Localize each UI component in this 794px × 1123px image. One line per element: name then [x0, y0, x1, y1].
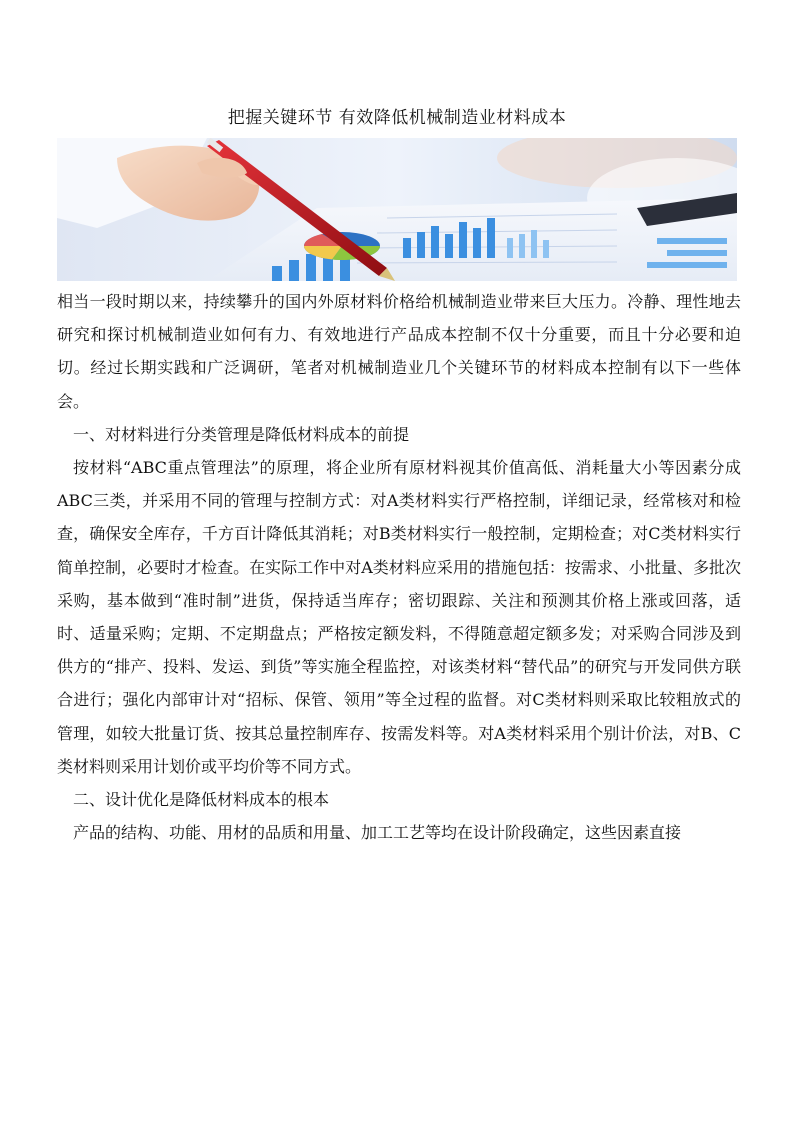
paragraph-intro: 相当一段时期以来，持续攀升的国内外原材料价格给机械制造业带来巨大压力。冷静、理性地去研究和探讨机械制造业如何有力、有效地进行产品成本控制不仅十分重要，而且十分必要和迫切。经过长期实践和广泛调研，笔者对机械制造业几个关键环节的材料成本控制有以下一些体会。	[57, 292, 741, 411]
section-heading-2: 二、设计优化是降低材料成本的根本	[73, 790, 330, 810]
section-heading-1: 一、对材料进行分类管理是降低材料成本的前提	[73, 424, 410, 444]
article-title: 把握关键环节 有效降低机械制造业材料成本	[227, 108, 567, 128]
hero-image	[57, 138, 737, 281]
paragraph-design-optimization: 产品的结构、功能、用材的品质和用量、加工工艺等均在设计阶段确定，这些因素直接	[73, 823, 682, 843]
paragraph-abc-management: 按材料“ABC重点管理法”的原理，将企业所有原材料视其价值高低、消耗量大小等因素分成ABC三类，并采用不同的管理与控制方式：对A类材料实行严格控制，详细记录，经常核对和检查，确保安全库存，千方百计降低其消耗；对B类材料实行一般控制，定期检查；对C类材料实行简单控制，必要时才检查。在实际工作中对A类材料应采用的措施包括：按需求、小批量、多批次采购，基本做到“准时制”进货，保持适当库存；密切跟踪、关注和预测其价格上涨或回落，适时、适量采购；定期、不定期盘点；严格按定额发料，不得随意超定额多发；对采购合同涉及到供方的“排产、投料、发运、到货”等实施全程监控，对该类材料“替代品”的研究与开发同供方联合进行；强化内部审计对“招标、保管、领用”等全过程的监督。对C类材料则采取比较粗放式的管理，如较大批量订货、按其总量控制库存、按需发料等。对A类材料采用个别计价法，对B、C类材料则采用计划价或平均价等不同方式。	[57, 458, 741, 776]
article-body	[57, 285, 741, 849]
business-chart-pen-photo-icon	[57, 138, 737, 281]
